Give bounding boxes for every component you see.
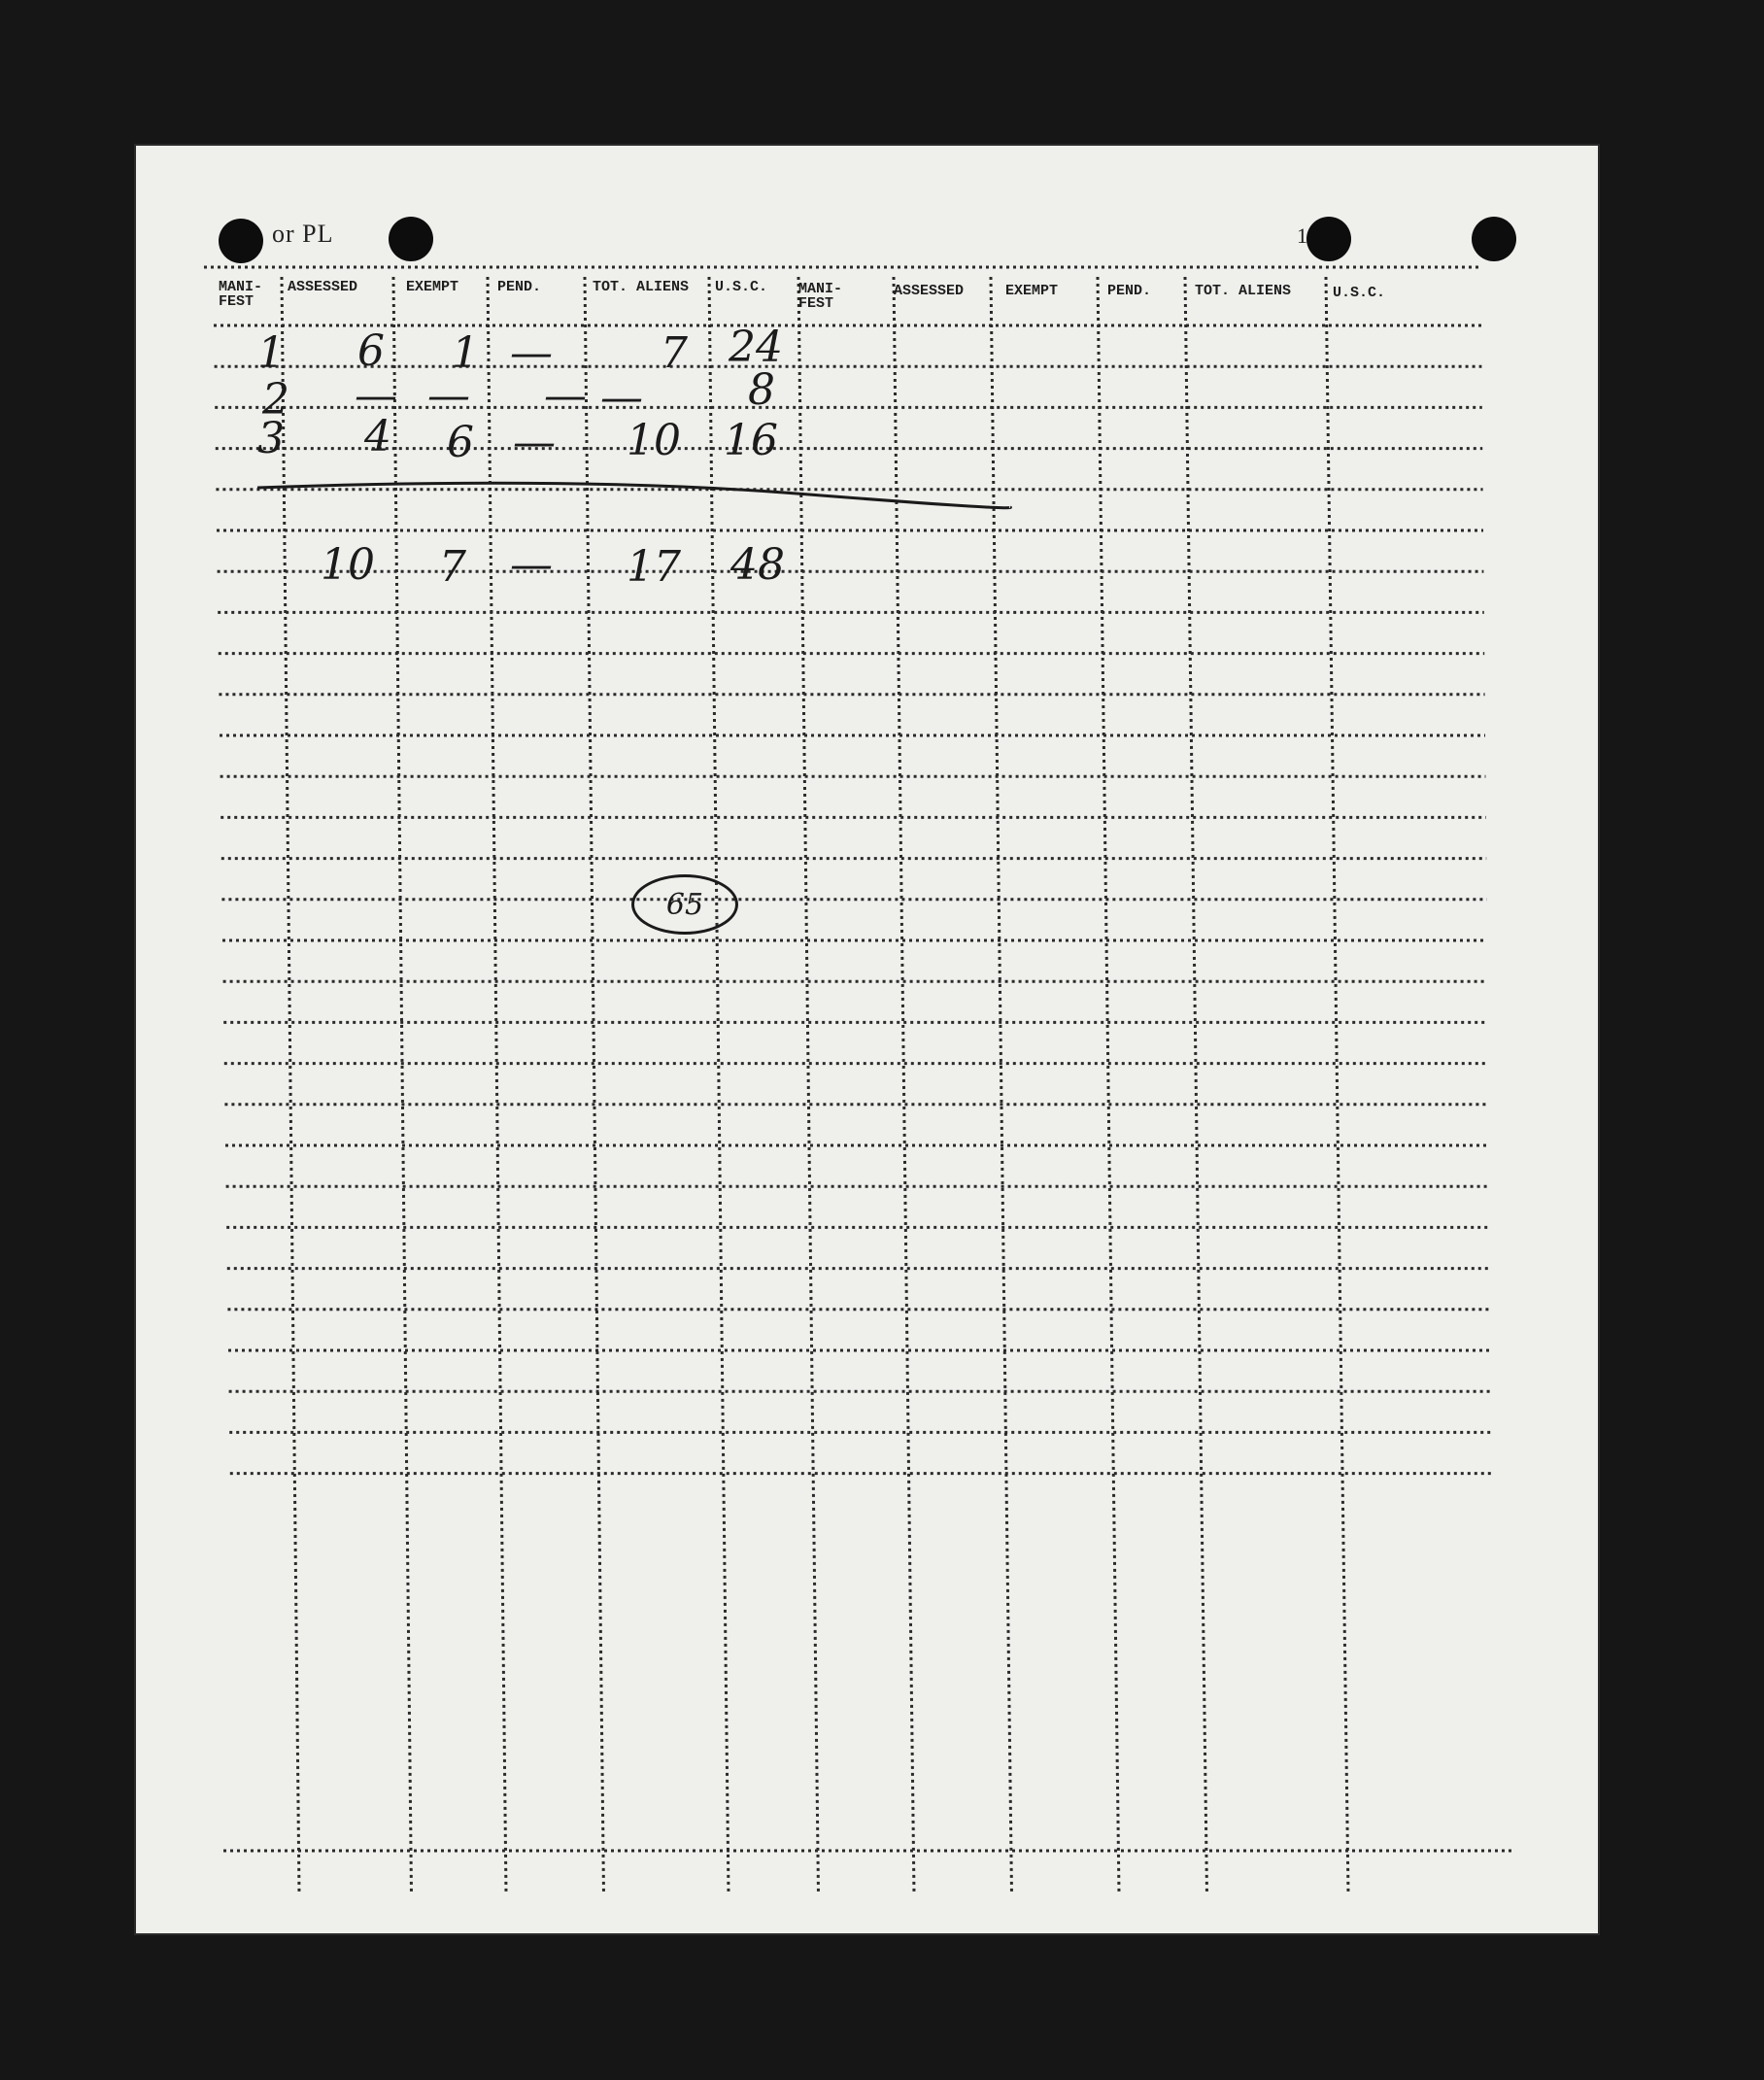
form-sheet <box>136 146 1598 1933</box>
col-usc-left: U.S.C. <box>715 279 768 295</box>
ruled-column-line <box>1185 277 1207 1894</box>
row3-pend: — <box>513 418 556 467</box>
row1-manifest: 1 <box>257 328 285 378</box>
total-exempt: 7 <box>439 542 466 592</box>
col-pend-left: PEND. <box>497 279 542 295</box>
form-prefix: or PL <box>272 220 334 248</box>
row3-tot-aliens: 10 <box>627 416 681 465</box>
ruled-column-line <box>1326 277 1348 1894</box>
ruled-column-line <box>991 277 1012 1894</box>
row1-exempt: 1 <box>452 328 479 378</box>
row1-usc: 24 <box>729 323 783 372</box>
ruled-column-line <box>894 277 914 1894</box>
col-usc-right: U.S.C. <box>1333 285 1386 301</box>
row3-usc: 16 <box>724 416 778 465</box>
row2-pend: — <box>544 371 587 421</box>
row2-usc: 8 <box>748 365 775 415</box>
total-tot-aliens: 17 <box>627 542 681 592</box>
ruled-column-line <box>798 277 819 1894</box>
row3-assessed: 4 <box>364 412 391 461</box>
col-exempt-left: EXEMPT <box>406 279 459 295</box>
col-assessed-right: ASSESSED <box>894 283 965 299</box>
total-assessed: 10 <box>321 540 375 590</box>
ruled-column-line <box>585 277 604 1894</box>
row1-tot-aliens: 7 <box>661 328 688 378</box>
row3-manifest: 3 <box>257 414 285 463</box>
col-manifest-left: MANI- FEST <box>219 279 263 310</box>
row2-tot-aliens: — <box>600 373 643 423</box>
ruled-column-line <box>393 277 412 1894</box>
row2-exempt: — <box>427 371 470 421</box>
row1-pend: — <box>510 328 553 378</box>
total-pend: — <box>510 540 553 590</box>
row1-assessed: 6 <box>357 326 385 376</box>
col-exempt-right: EXEMPT <box>1005 283 1059 299</box>
col-tot-aliens-right: TOT. ALIENS <box>1195 283 1292 299</box>
col-pend-right: PEND. <box>1107 283 1152 299</box>
ruled-column-line <box>709 277 729 1894</box>
ruled-column-line <box>488 277 506 1894</box>
ruled-column-line <box>282 277 299 1894</box>
grand-total-circled: 65 <box>631 874 738 935</box>
row3-exempt: 6 <box>447 418 474 467</box>
row2-manifest: 2 <box>262 375 289 425</box>
col-tot-aliens-left: TOT. ALIENS <box>593 279 690 295</box>
col-manifest-right: MANI- FEST <box>798 281 843 312</box>
col-assessed-left: ASSESSED <box>288 279 358 295</box>
page-mark: 1 <box>1297 223 1308 248</box>
ruled-column-line <box>1098 277 1119 1894</box>
row2-assessed: — <box>355 371 397 421</box>
total-usc: 48 <box>730 540 785 590</box>
